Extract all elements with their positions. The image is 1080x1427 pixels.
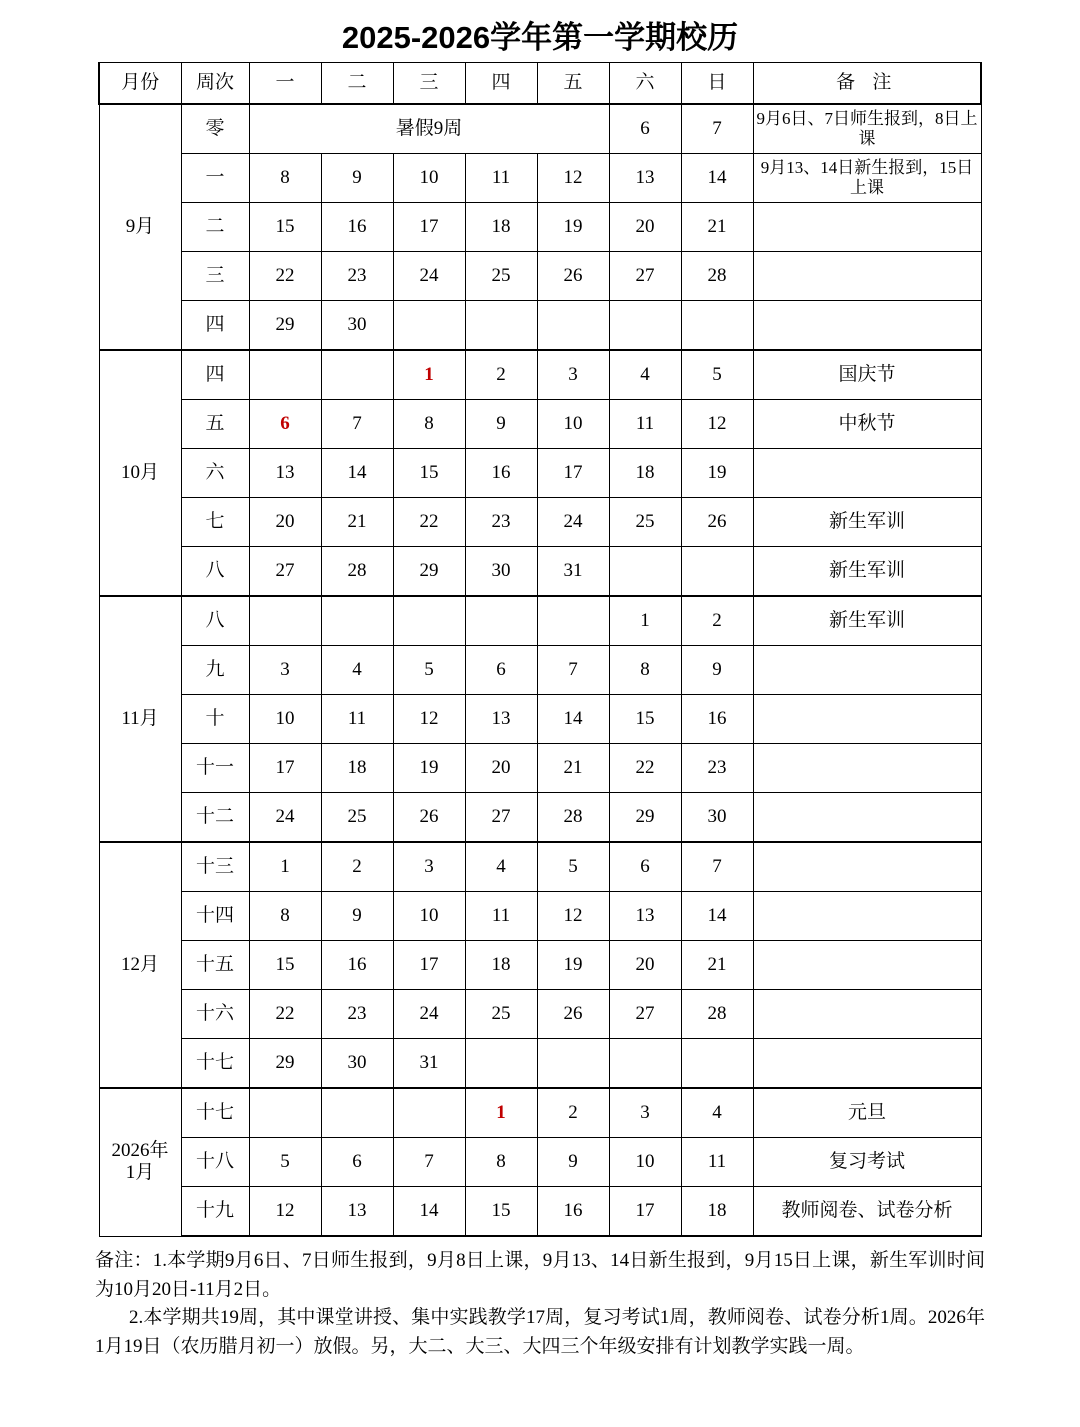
- day-cell: [537, 1039, 609, 1089]
- week-number: 十一: [181, 744, 249, 793]
- day-cell: 24: [249, 793, 321, 843]
- week-number: 一: [181, 154, 249, 203]
- day-cell: 22: [249, 990, 321, 1039]
- day-cell: 15: [249, 203, 321, 252]
- day-cell: 15: [609, 695, 681, 744]
- day-cell: 8: [249, 154, 321, 203]
- day-cell: [249, 350, 321, 400]
- day-cell: 16: [537, 1187, 609, 1237]
- day-cell: 2: [321, 842, 393, 892]
- day-cell: 12: [681, 400, 753, 449]
- day-cell: 9: [465, 400, 537, 449]
- day-cell: 21: [537, 744, 609, 793]
- day-cell: 27: [609, 252, 681, 301]
- day-cell: [609, 301, 681, 351]
- remark-cell: [753, 252, 981, 301]
- day-cell: 17: [393, 203, 465, 252]
- day-cell: 11: [465, 154, 537, 203]
- day-cell: 20: [609, 941, 681, 990]
- remark-cell: 国庆节: [753, 350, 981, 400]
- day-cell: 15: [465, 1187, 537, 1237]
- day-cell: 29: [249, 301, 321, 351]
- day-cell: 24: [537, 498, 609, 547]
- day-cell: [465, 596, 537, 646]
- day-cell: 6: [465, 646, 537, 695]
- week-number: 四: [181, 301, 249, 351]
- week-number: 十七: [181, 1088, 249, 1138]
- day-cell: 13: [249, 449, 321, 498]
- day-cell: 7: [681, 842, 753, 892]
- day-cell-holiday: 1: [465, 1088, 537, 1138]
- day-cell: 18: [321, 744, 393, 793]
- day-cell: [249, 596, 321, 646]
- day-cell: 26: [681, 498, 753, 547]
- table-row: [99, 941, 981, 990]
- day-cell: 14: [537, 695, 609, 744]
- week-number: 六: [181, 449, 249, 498]
- day-cell: 23: [321, 990, 393, 1039]
- day-cell: 22: [609, 744, 681, 793]
- table-row: [99, 695, 981, 744]
- day-cell: 18: [681, 1187, 753, 1237]
- table-row: [99, 547, 981, 597]
- day-cell: 23: [681, 744, 753, 793]
- header-day-sat: 六: [609, 63, 681, 105]
- remark-cell: [753, 892, 981, 941]
- day-cell: [609, 547, 681, 597]
- day-cell: 8: [609, 646, 681, 695]
- day-cell: 30: [321, 301, 393, 351]
- day-cell: 9: [321, 892, 393, 941]
- remark-cell: 9月6日、7日师生报到，8日上课: [753, 104, 981, 154]
- day-cell: 19: [681, 449, 753, 498]
- table-row: [99, 990, 981, 1039]
- day-cell: 24: [393, 252, 465, 301]
- day-cell: 18: [609, 449, 681, 498]
- month-label: 2026年 1月: [99, 1088, 181, 1236]
- day-cell: 1: [249, 842, 321, 892]
- remark-cell: 中秋节: [753, 400, 981, 449]
- header-day-mon: 一: [249, 63, 321, 105]
- day-cell: 30: [681, 793, 753, 843]
- header-day-tue: 二: [321, 63, 393, 105]
- day-cell: 31: [537, 547, 609, 597]
- day-cell: 27: [249, 547, 321, 597]
- remark-cell: 新生军训: [753, 547, 981, 597]
- day-cell: 4: [321, 646, 393, 695]
- day-cell: 24: [393, 990, 465, 1039]
- day-cell: 13: [609, 154, 681, 203]
- day-cell: 2: [681, 596, 753, 646]
- day-cell: 6: [609, 104, 681, 154]
- week-number: 十三: [181, 842, 249, 892]
- day-cell: 4: [681, 1088, 753, 1138]
- day-cell: 1: [609, 596, 681, 646]
- day-cell: 14: [681, 154, 753, 203]
- day-cell: 30: [465, 547, 537, 597]
- remark-cell: 新生军训: [753, 596, 981, 646]
- day-cell: 16: [681, 695, 753, 744]
- day-cell: 8: [249, 892, 321, 941]
- week-number: 十二: [181, 793, 249, 843]
- day-cell: [681, 547, 753, 597]
- day-cell: [465, 1039, 537, 1089]
- day-cell: 20: [249, 498, 321, 547]
- day-cell: 14: [321, 449, 393, 498]
- day-cell: [537, 596, 609, 646]
- table-row: [99, 1088, 981, 1138]
- table-row: [99, 842, 981, 892]
- day-cell: 25: [321, 793, 393, 843]
- day-cell: 2: [537, 1088, 609, 1138]
- week-number: 三: [181, 252, 249, 301]
- week-number: 十四: [181, 892, 249, 941]
- day-cell: 11: [465, 892, 537, 941]
- week-number: 十五: [181, 941, 249, 990]
- table-row: [99, 1138, 981, 1187]
- day-cell: 21: [321, 498, 393, 547]
- day-cell: 9: [537, 1138, 609, 1187]
- day-cell: 8: [465, 1138, 537, 1187]
- table-header: [99, 63, 981, 105]
- table-row: [99, 301, 981, 351]
- day-cell: 26: [537, 990, 609, 1039]
- day-cell: 10: [609, 1138, 681, 1187]
- day-cell: 22: [393, 498, 465, 547]
- day-cell: 17: [393, 941, 465, 990]
- day-cell: 7: [681, 104, 753, 154]
- day-cell: 31: [393, 1039, 465, 1089]
- remark-cell: [753, 695, 981, 744]
- header-day-sun: 日: [681, 63, 753, 105]
- remark-cell: 复习考试: [753, 1138, 981, 1187]
- week-number: 十八: [181, 1138, 249, 1187]
- week-number: 二: [181, 203, 249, 252]
- week-number: 九: [181, 646, 249, 695]
- day-cell: [393, 301, 465, 351]
- footnote-1: 备注：1.本学期9月6日、7日师生报到，9月8日上课，9月13、14日新生报到，9月15日上课，新生军训时间为10月20日-11月2日。: [95, 1250, 985, 1300]
- table-row: [99, 154, 981, 203]
- month-label: 10月: [99, 350, 181, 596]
- day-cell: 18: [465, 941, 537, 990]
- month-label: 9月: [99, 104, 181, 350]
- day-cell: 3: [393, 842, 465, 892]
- week-number: 十七: [181, 1039, 249, 1089]
- remark-cell: [753, 1039, 981, 1089]
- table-row: [99, 498, 981, 547]
- week-number: 八: [181, 596, 249, 646]
- day-cell: 27: [465, 793, 537, 843]
- day-cell: 5: [393, 646, 465, 695]
- remark-cell: [753, 842, 981, 892]
- day-cell: 19: [537, 203, 609, 252]
- day-cell: 25: [465, 252, 537, 301]
- table-body: [99, 104, 981, 1236]
- remark-cell: 9月13、14日新生报到，15日上课: [753, 154, 981, 203]
- day-cell: 12: [537, 892, 609, 941]
- day-cell: 25: [609, 498, 681, 547]
- week-number: 十: [181, 695, 249, 744]
- academic-calendar-table: [98, 62, 982, 1237]
- table-row: [99, 1187, 981, 1237]
- day-cell: 11: [681, 1138, 753, 1187]
- table-row: [99, 892, 981, 941]
- day-cell: 22: [249, 252, 321, 301]
- day-cell: [609, 1039, 681, 1089]
- day-cell: 12: [393, 695, 465, 744]
- day-cell: 15: [249, 941, 321, 990]
- day-cell: 16: [465, 449, 537, 498]
- day-cell: 3: [609, 1088, 681, 1138]
- day-cell: 17: [249, 744, 321, 793]
- day-cell: 30: [321, 1039, 393, 1089]
- day-cell: [321, 596, 393, 646]
- day-cell: 16: [321, 203, 393, 252]
- day-cell: 5: [537, 842, 609, 892]
- remark-cell: 教师阅卷、试卷分析: [753, 1187, 981, 1237]
- day-cell: 23: [321, 252, 393, 301]
- day-cell: 28: [537, 793, 609, 843]
- remark-cell: [753, 301, 981, 351]
- remark-cell: [753, 793, 981, 843]
- day-cell: [681, 301, 753, 351]
- week-number: 零: [181, 104, 249, 154]
- header-day-fri: 五: [537, 63, 609, 105]
- page-title: 2025-2026学年第一学期校历: [341, 20, 739, 55]
- day-cell: 28: [681, 990, 753, 1039]
- table-row: [99, 1039, 981, 1089]
- day-cell: 28: [681, 252, 753, 301]
- day-cell: 17: [609, 1187, 681, 1237]
- day-cell: 9: [681, 646, 753, 695]
- day-cell: [465, 301, 537, 351]
- day-cell: [321, 350, 393, 400]
- day-cell: 4: [465, 842, 537, 892]
- table-row: [99, 203, 981, 252]
- day-cell: [249, 1088, 321, 1138]
- day-cell: 13: [609, 892, 681, 941]
- remark-cell: [753, 744, 981, 793]
- day-cell: 26: [537, 252, 609, 301]
- day-cell: 23: [465, 498, 537, 547]
- remark-cell: 元旦: [753, 1088, 981, 1138]
- day-cell: 5: [249, 1138, 321, 1187]
- day-cell: 11: [609, 400, 681, 449]
- vacation-span-cell: 暑假9周: [249, 104, 609, 154]
- day-cell: 13: [321, 1187, 393, 1237]
- day-cell: 3: [249, 646, 321, 695]
- day-cell: 19: [537, 941, 609, 990]
- day-cell: 6: [321, 1138, 393, 1187]
- day-cell: 26: [393, 793, 465, 843]
- remark-cell: [753, 941, 981, 990]
- table-row: [99, 449, 981, 498]
- footnote-2: 2.本学期共19周，其中课堂讲授、集中实践教学17周，复习考试1周，教师阅卷、试卷分析1周。2026年1月19日（农历腊月初一）放假。另，大二、大三、大四三个年级安排有计划教学实践一周。: [95, 1307, 985, 1357]
- day-cell: 27: [609, 990, 681, 1039]
- footnotes: [95, 1247, 985, 1361]
- remark-cell: 新生军训: [753, 498, 981, 547]
- day-cell: 10: [393, 154, 465, 203]
- header-row: [99, 63, 981, 105]
- table-row: [99, 744, 981, 793]
- day-cell: 10: [537, 400, 609, 449]
- day-cell: 29: [393, 547, 465, 597]
- day-cell: [537, 301, 609, 351]
- day-cell: 29: [249, 1039, 321, 1089]
- day-cell: 6: [609, 842, 681, 892]
- day-cell: 10: [393, 892, 465, 941]
- day-cell: 12: [249, 1187, 321, 1237]
- day-cell: [681, 1039, 753, 1089]
- day-cell: 7: [321, 400, 393, 449]
- table-row: [99, 646, 981, 695]
- month-label: 11月: [99, 596, 181, 842]
- day-cell: 3: [537, 350, 609, 400]
- table-row: [99, 350, 981, 400]
- day-cell: 16: [321, 941, 393, 990]
- header-remark: 备 注: [753, 63, 981, 105]
- table-row: [99, 596, 981, 646]
- day-cell: 5: [681, 350, 753, 400]
- day-cell: 25: [465, 990, 537, 1039]
- day-cell: [393, 596, 465, 646]
- week-number: 十六: [181, 990, 249, 1039]
- week-number: 十九: [181, 1187, 249, 1237]
- header-week: 周次: [181, 63, 249, 105]
- day-cell: 7: [537, 646, 609, 695]
- day-cell: 8: [393, 400, 465, 449]
- day-cell: 2: [465, 350, 537, 400]
- day-cell-holiday: 6: [249, 400, 321, 449]
- day-cell: 21: [681, 941, 753, 990]
- day-cell: 4: [609, 350, 681, 400]
- week-number: 八: [181, 547, 249, 597]
- remark-cell: [753, 449, 981, 498]
- day-cell: 28: [321, 547, 393, 597]
- week-number: 五: [181, 400, 249, 449]
- day-cell: 19: [393, 744, 465, 793]
- day-cell: 18: [465, 203, 537, 252]
- day-cell: [393, 1088, 465, 1138]
- day-cell: 12: [537, 154, 609, 203]
- day-cell: [321, 1088, 393, 1138]
- remark-cell: [753, 990, 981, 1039]
- day-cell: 21: [681, 203, 753, 252]
- week-number: 七: [181, 498, 249, 547]
- day-cell: 17: [537, 449, 609, 498]
- day-cell: 14: [681, 892, 753, 941]
- day-cell: 7: [393, 1138, 465, 1187]
- table-row: [99, 400, 981, 449]
- remark-cell: [753, 646, 981, 695]
- day-cell: 11: [321, 695, 393, 744]
- day-cell: 9: [321, 154, 393, 203]
- header-day-thu: 四: [465, 63, 537, 105]
- table-row: [99, 793, 981, 843]
- remark-cell: [753, 203, 981, 252]
- day-cell: 20: [465, 744, 537, 793]
- day-cell: 10: [249, 695, 321, 744]
- header-day-wed: 三: [393, 63, 465, 105]
- week-number: 四: [181, 350, 249, 400]
- day-cell: 15: [393, 449, 465, 498]
- month-label: 12月: [99, 842, 181, 1088]
- day-cell-holiday: 1: [393, 350, 465, 400]
- table-row: [99, 104, 981, 154]
- table-row: [99, 252, 981, 301]
- day-cell: 14: [393, 1187, 465, 1237]
- day-cell: 20: [609, 203, 681, 252]
- day-cell: 13: [465, 695, 537, 744]
- day-cell: 29: [609, 793, 681, 843]
- header-month: 月份: [99, 63, 181, 105]
